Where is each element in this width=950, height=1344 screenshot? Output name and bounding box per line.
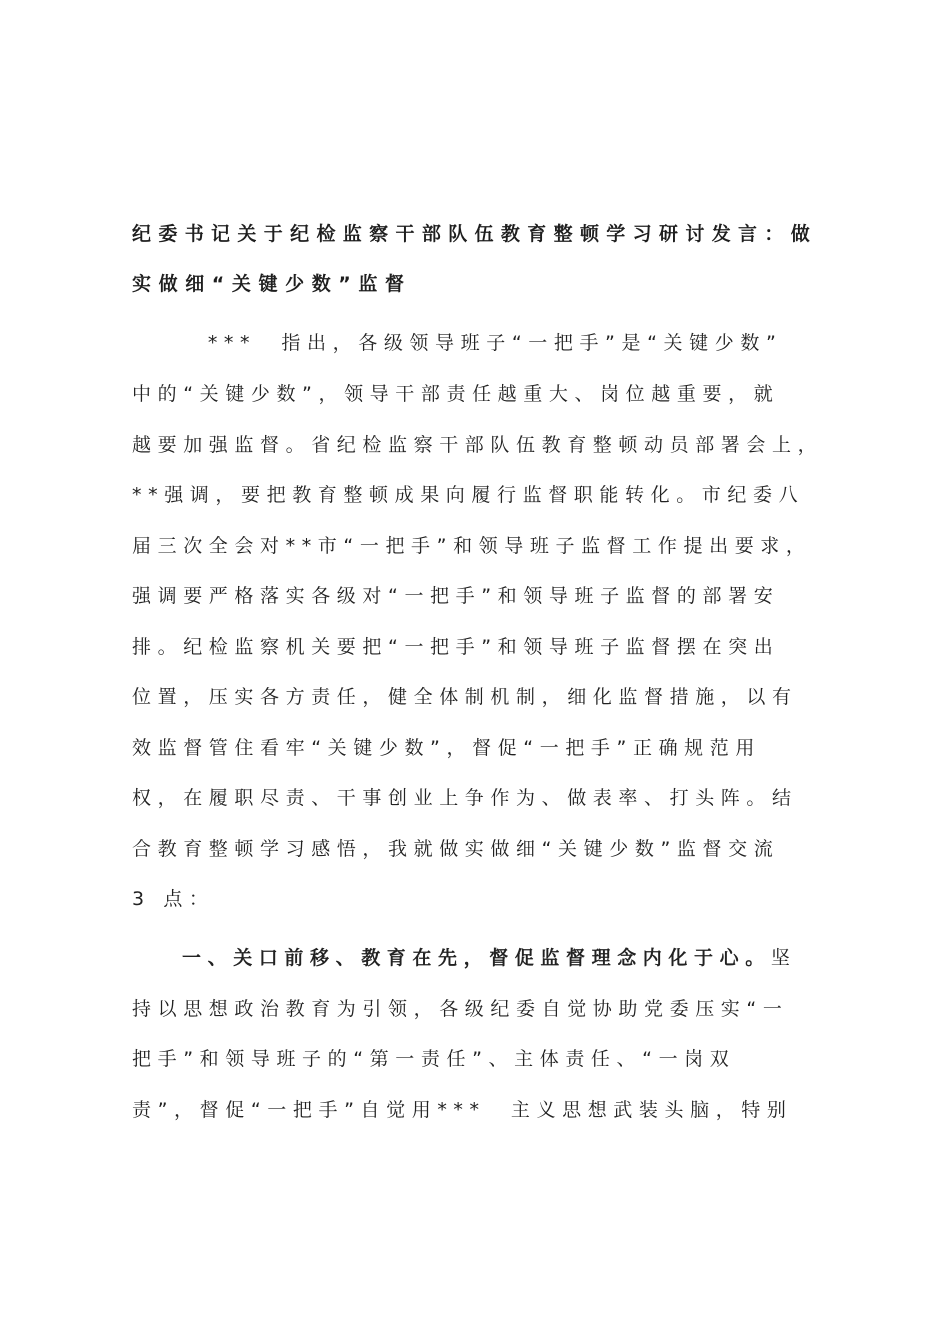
body-line-5: 届三次全会对**市“一把手”和领导班子监督工作提出要求， bbox=[132, 535, 812, 557]
document-title-line-2: 实做细“关键少数”监督 bbox=[132, 273, 412, 295]
body-line-7: 排。纪检监察机关要把“一把手”和领导班子监督摆在突出 bbox=[132, 636, 780, 658]
section-1-first-line-rest: 坚 bbox=[770, 947, 797, 969]
body-line-4: **强调，要把教育整顿成果向履行监督职能转化。市纪委八 bbox=[132, 484, 805, 506]
body-line-12: 3 点： bbox=[132, 888, 215, 910]
section-1-line-3: 把手”和领导班子的“第一责任”、主体责任、“一岗双 bbox=[132, 1048, 736, 1070]
body-line-9: 效监督管住看牢“关键少数”，督促“一把手”正确规范用 bbox=[132, 737, 761, 759]
section-1-heading: 一、关口前移、教育在先，督促监督理念内化于心。 bbox=[182, 947, 771, 969]
section-1-line-4: 责”，督促“一把手”自觉用*** 主义思想武装头脑，特别 bbox=[132, 1099, 793, 1121]
body-line-10: 权，在履职尽责、干事创业上争作为、做表率、打头阵。结 bbox=[132, 787, 798, 809]
section-1-line-2: 持以思想政治教育为引领，各级纪委自觉协助党委压实“一 bbox=[132, 998, 789, 1020]
body-line-11: 合教育整顿学习感悟，我就做实做细“关键少数”监督交流 bbox=[132, 838, 780, 860]
body-line-2: 中的“关键少数”，领导干部责任越重大、岗位越重要，就 bbox=[132, 383, 780, 405]
body-line-8: 位置，压实各方责任，健全体制机制，细化监督措施，以有 bbox=[132, 686, 798, 708]
document-title-line-1: 纪委书记关于纪检监察干部队伍教育整顿学习研讨发言：做 bbox=[132, 223, 818, 245]
body-line-1: *** 指出，各级领导班子“一把手”是“关键少数” bbox=[132, 332, 783, 354]
body-line-3: 越要加强监督。省纪检监察干部队伍教育整顿动员部署会上， bbox=[132, 434, 824, 456]
body-line-6: 强调要严格落实各级对“一把手”和领导班子监督的部署安 bbox=[132, 585, 780, 607]
section-1-first-line bbox=[182, 946, 822, 970]
